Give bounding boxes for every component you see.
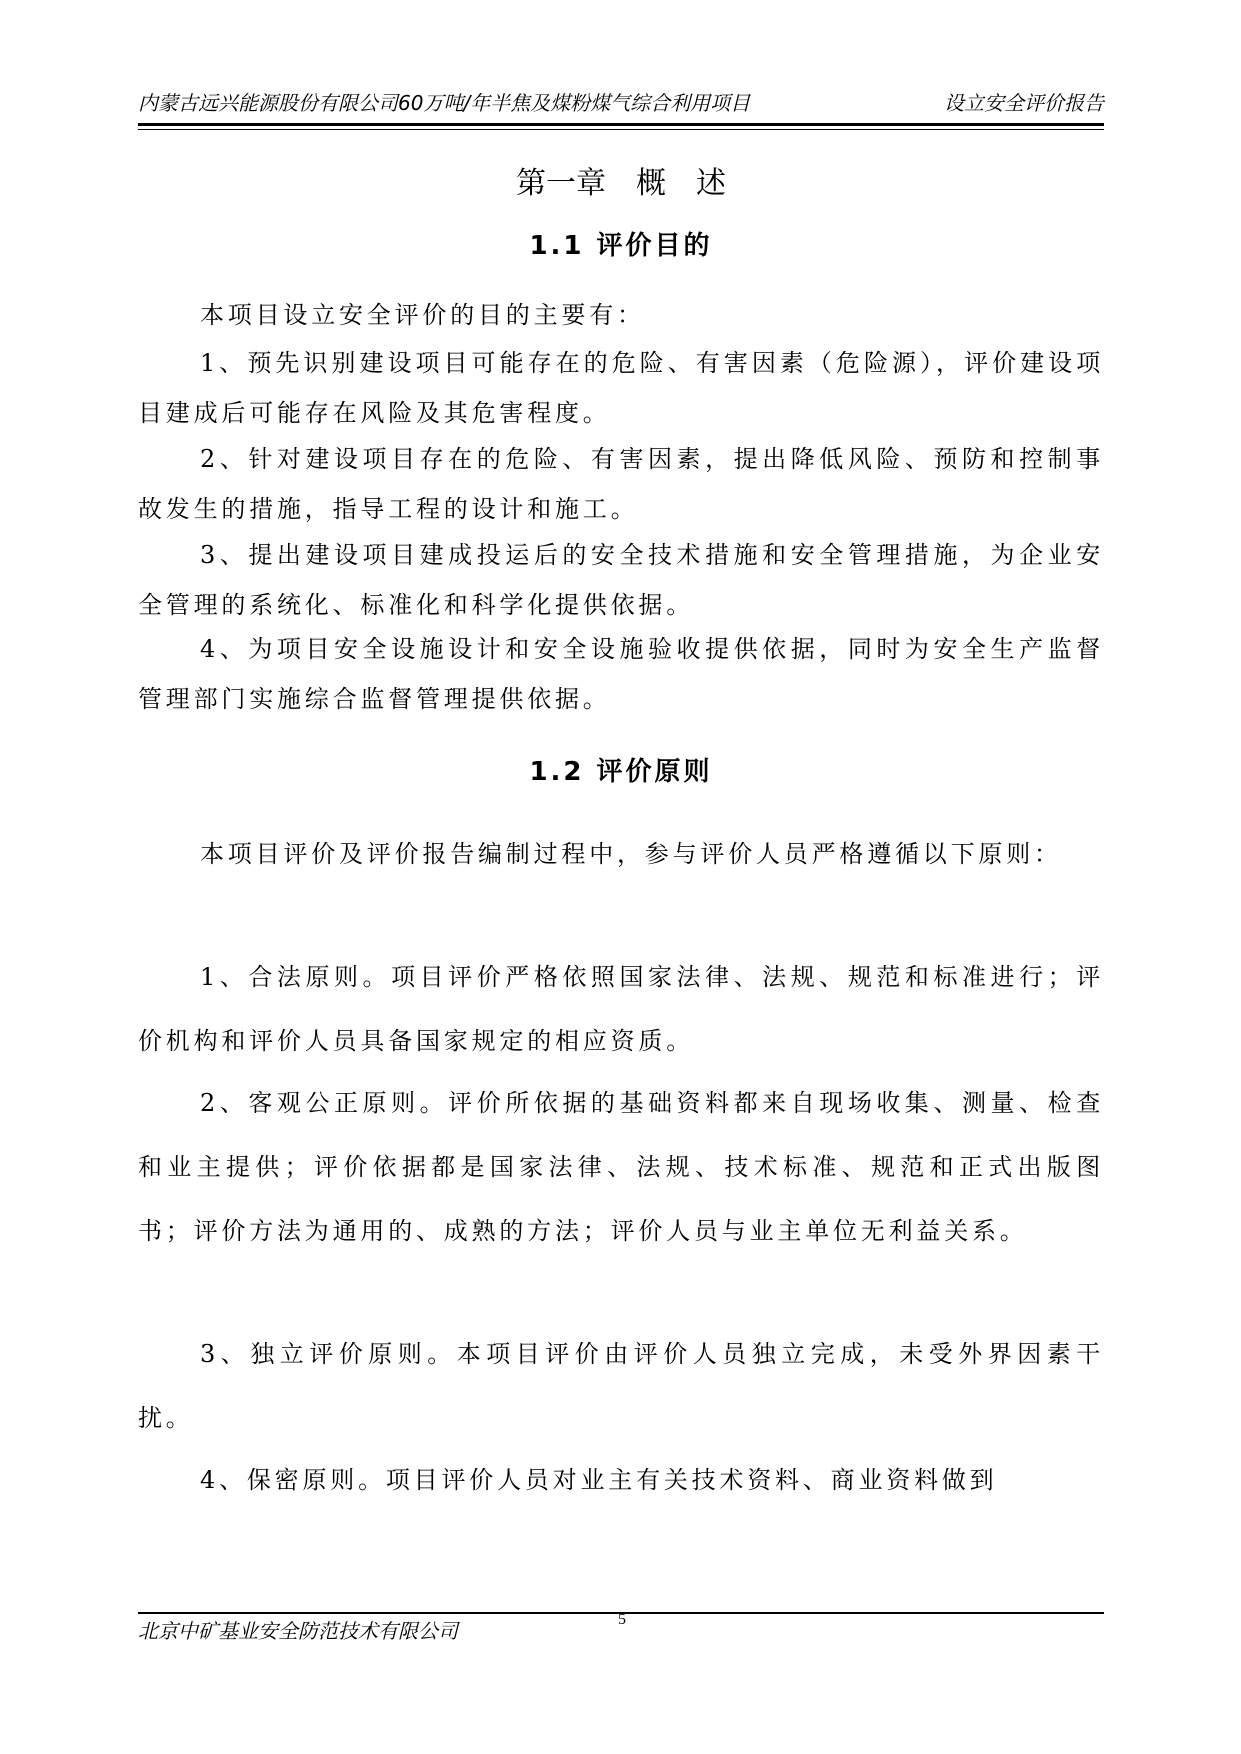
page-number: 5 (618, 1611, 626, 1628)
paragraph-1-2-item-4: 4、保密原则。项目评价人员对业主有关技术资料、商业资料做到 (200, 1466, 998, 1494)
chapter-title: 第一章 概 述 (516, 166, 726, 201)
paragraph-1-2-item-1: 1、合法原则。项目评价严格依照国家法律、法规、规范和标准进行；评价机构和评价人员具备国家规定的相应资质。 (138, 963, 1104, 1055)
paragraph-1-1-item-2: 2、针对建设项目存在的危险、有害因素，提出降低风险、预防和控制事故发生的措施，指导工程的设计和施工。 (138, 445, 1104, 523)
section-heading-1-1: 1.1 评价目的 (529, 231, 713, 261)
paragraph-1-1-item-1: 1、预先识别建设项目可能存在的危险、有害因素（危险源），评价建设项目建成后可能存在风险及其危害程度。 (138, 349, 1104, 427)
paragraph-1-1-intro: 本项目设立安全评价的目的主要有： (200, 301, 645, 329)
paragraph-1-2-item-2: 2、客观公正原则。评价所依据的基础资料都来自现场收集、测量、检查和业主提供；评价依据都是国家法律、法规、技术标准、规范和正式出版图书；评价方法为通用的、成熟的方法；评价人员与业主单位无利益关系。 (138, 1089, 1104, 1245)
page-header (138, 86, 1104, 120)
paragraph-1-1-item-4: 4、为项目安全设施设计和安全设施验收提供依据，同时为安全生产监督管理部门实施综合监督管理提供依据。 (138, 635, 1104, 713)
header-project-title: 内蒙古远兴能源股份有限公司60万吨/年半焦及煤粉煤气综合利用项目 (138, 91, 751, 115)
footer-company: 北京中矿基业安全防范技术有限公司 (138, 1619, 458, 1643)
section-heading-1-2: 1.2 评价原则 (529, 757, 713, 787)
paragraph-1-2-intro: 本项目评价及评价报告编制过程中，参与评价人员严格遵循以下原则： (200, 840, 1062, 868)
header-report-title: 设立安全评价报告 (944, 91, 1104, 115)
paragraph-1-1-item-3: 3、提出建设项目建成投运后的安全技术措施和安全管理措施，为企业安全管理的系统化、标准化和科学化提供依据。 (138, 541, 1104, 619)
paragraph-1-2-item-3: 3、独立评价原则。本项目评价由评价人员独立完成，未受外界因素干扰。 (138, 1340, 1104, 1432)
header-rule-thin (138, 129, 1104, 130)
header-rule-thick (138, 123, 1104, 126)
